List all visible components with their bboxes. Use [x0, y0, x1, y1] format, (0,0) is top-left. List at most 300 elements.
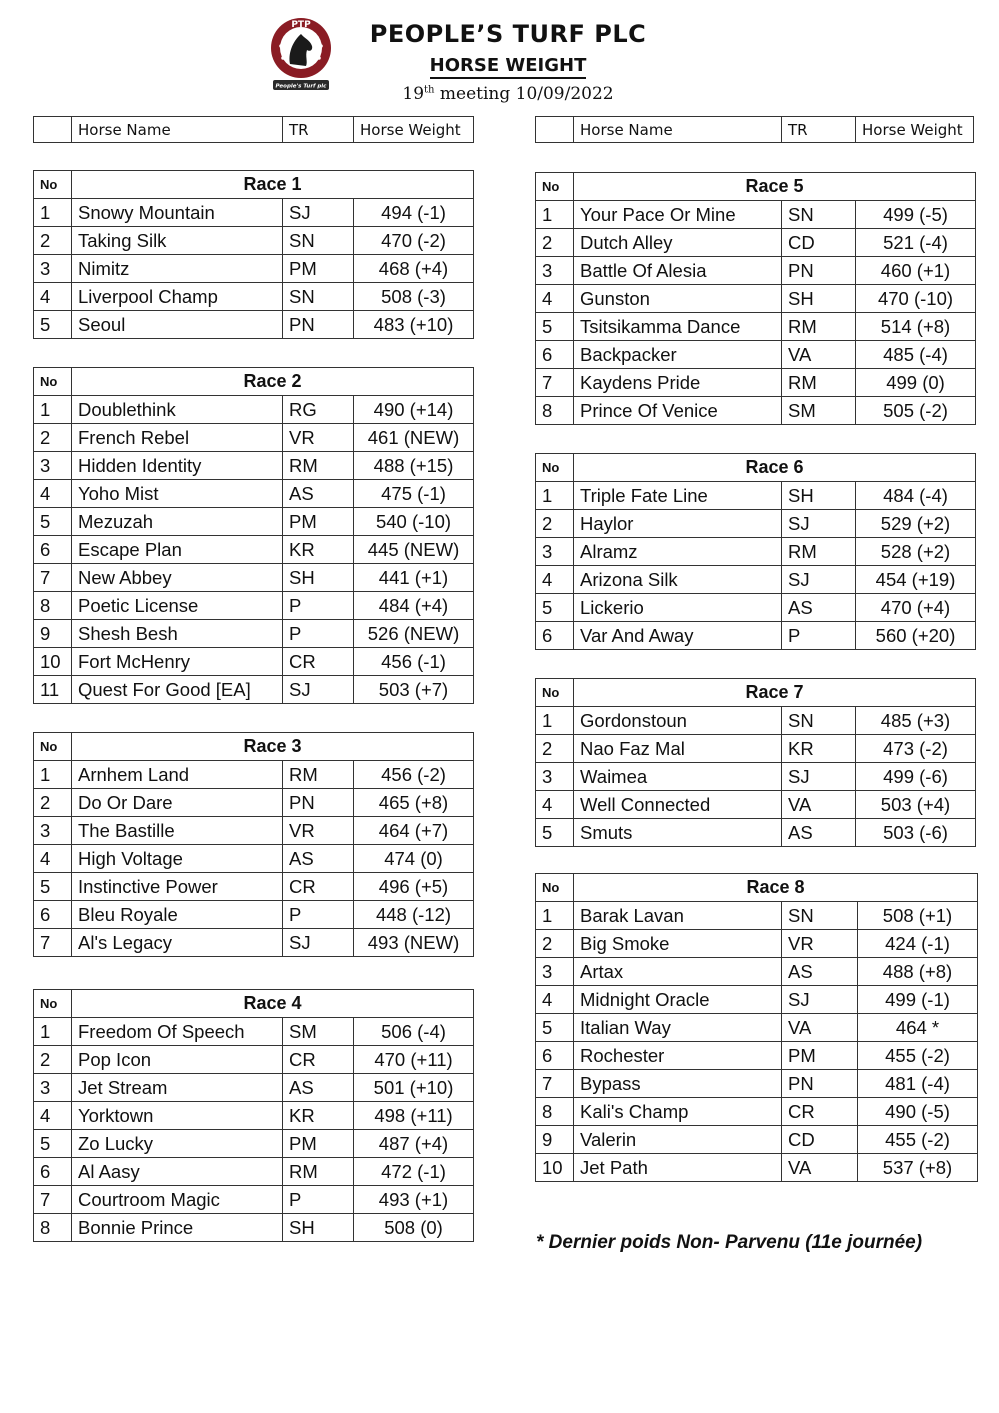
horse-name: Gordonstoun: [574, 707, 782, 735]
runner-number: 9: [536, 1126, 574, 1154]
trainer-code: VR: [782, 930, 858, 958]
horse-weight: 481 (-4): [858, 1070, 978, 1098]
runner-number: 3: [34, 817, 72, 845]
trainer-code: AS: [782, 958, 858, 986]
trainer-code: RM: [782, 538, 856, 566]
trainer-code: VR: [283, 817, 354, 845]
table-row: [536, 482, 976, 510]
trainer-code: AS: [283, 845, 354, 873]
horse-weight: 472 (-1): [354, 1158, 474, 1186]
table-row: [34, 396, 474, 424]
runner-number: 6: [536, 1042, 574, 1070]
table-row: [34, 1074, 474, 1102]
horse-weight: 506 (-4): [354, 1018, 474, 1046]
runner-number: 2: [536, 229, 574, 257]
table-row: [536, 707, 976, 735]
horse-weight: 499 (0): [856, 369, 976, 397]
trainer-code: P: [283, 592, 354, 620]
runner-number: 2: [34, 1046, 72, 1074]
runner-number: 3: [536, 538, 574, 566]
horse-weight: 455 (-2): [858, 1042, 978, 1070]
runner-number: 8: [536, 397, 574, 425]
horse-weight: 470 (+11): [354, 1046, 474, 1074]
logo-text-bottom: People's Turf plc: [275, 83, 327, 90]
trainer-code: SN: [283, 283, 354, 311]
race-title: Race 1: [72, 171, 474, 199]
horse-name: Hidden Identity: [72, 452, 283, 480]
race-table-5: [535, 172, 976, 425]
table-row: [536, 538, 976, 566]
table-row: [34, 508, 474, 536]
table-row: [34, 592, 474, 620]
runner-number: 3: [536, 763, 574, 791]
trainer-code: AS: [283, 480, 354, 508]
runner-number: 7: [536, 1070, 574, 1098]
trainer-code: VA: [782, 1154, 858, 1182]
runner-number: 8: [34, 592, 72, 620]
column-header-left: [33, 116, 474, 143]
table-row: [34, 789, 474, 817]
meeting-suffix: th: [424, 84, 435, 96]
horse-name: Al Aasy: [72, 1158, 283, 1186]
horse-weight: 508 (-3): [354, 283, 474, 311]
horse-name: Quest For Good [EA]: [72, 676, 283, 704]
runner-number: 6: [34, 1158, 72, 1186]
horse-name: Arizona Silk: [574, 566, 782, 594]
trainer-code: PM: [283, 255, 354, 283]
trainer-code: RM: [283, 761, 354, 789]
horse-name: Jet Stream: [72, 1074, 283, 1102]
runner-number: 5: [34, 1130, 72, 1158]
horse-weight: 505 (-2): [856, 397, 976, 425]
race-title: Race 6: [574, 454, 976, 482]
horse-weight: 540 (-10): [354, 508, 474, 536]
horse-name: High Voltage: [72, 845, 283, 873]
horse-name: Fort McHenry: [72, 648, 283, 676]
trainer-code: PN: [782, 1070, 858, 1098]
table-row: [536, 819, 976, 847]
horse-name: Midnight Oracle: [574, 986, 782, 1014]
trainer-code: CD: [782, 1126, 858, 1154]
trainer-code: P: [283, 901, 354, 929]
horse-weight: 490 (-5): [858, 1098, 978, 1126]
race-title: Race 4: [72, 990, 474, 1018]
table-row: [536, 735, 976, 763]
race-table-6: [535, 453, 976, 650]
logo-text-est: EST. 2023: [293, 30, 309, 34]
table-row: [536, 369, 976, 397]
horse-weight: 456 (-1): [354, 648, 474, 676]
logo-text-top: PTP: [291, 20, 311, 30]
horse-name: Zo Lucky: [72, 1130, 283, 1158]
table-row: [34, 1130, 474, 1158]
runner-number: 2: [536, 510, 574, 538]
horse-name: Tsitsikamma Dance: [574, 313, 782, 341]
race-title: Race 3: [72, 733, 474, 761]
horse-weight: 468 (+4): [354, 255, 474, 283]
horse-weight: 441 (+1): [354, 564, 474, 592]
table-row: [34, 761, 474, 789]
horse-weight: 485 (-4): [856, 341, 976, 369]
table-row: [536, 1098, 978, 1126]
runner-number: 5: [34, 873, 72, 901]
col-horse-weight: Horse Weight: [856, 117, 974, 143]
trainer-code: RM: [782, 313, 856, 341]
doc-title: HORSE WEIGHT: [430, 55, 587, 79]
horse-name: Haylor: [574, 510, 782, 538]
table-row: [536, 1070, 978, 1098]
horse-name: Backpacker: [574, 341, 782, 369]
horse-weight: 526 (NEW): [354, 620, 474, 648]
trainer-code: SN: [782, 707, 856, 735]
runner-number: 4: [34, 283, 72, 311]
col-blank: [34, 117, 72, 143]
horse-weight: 484 (-4): [856, 482, 976, 510]
table-row: [34, 1158, 474, 1186]
col-blank: [536, 117, 574, 143]
trainer-code: PM: [782, 1042, 858, 1070]
race-no-header: No: [34, 171, 72, 199]
trainer-code: KR: [283, 1102, 354, 1130]
horse-weight: 464 (+7): [354, 817, 474, 845]
horse-name: Arnhem Land: [72, 761, 283, 789]
horse-weight: 529 (+2): [856, 510, 976, 538]
runner-number: 3: [34, 452, 72, 480]
horse-name: Battle Of Alesia: [574, 257, 782, 285]
trainer-code: SJ: [782, 986, 858, 1014]
race-title: Race 7: [574, 679, 976, 707]
runner-number: 11: [34, 676, 72, 704]
runner-number: 5: [34, 508, 72, 536]
horse-name: Liverpool Champ: [72, 283, 283, 311]
runner-number: 1: [536, 201, 574, 229]
meeting-line: [350, 84, 666, 104]
runner-number: 6: [536, 341, 574, 369]
table-row: [536, 902, 978, 930]
trainer-code: PM: [283, 508, 354, 536]
horse-name: Snowy Mountain: [72, 199, 283, 227]
trainer-code: SM: [782, 397, 856, 425]
horse-weight: 488 (+15): [354, 452, 474, 480]
horse-weight: 501 (+10): [354, 1074, 474, 1102]
horse-name: Pop Icon: [72, 1046, 283, 1074]
horse-name: Valerin: [574, 1126, 782, 1154]
horse-weight: 508 (+1): [858, 902, 978, 930]
horse-name: Jet Path: [574, 1154, 782, 1182]
trainer-code: P: [283, 620, 354, 648]
horse-weight: 496 (+5): [354, 873, 474, 901]
horse-weight: 485 (+3): [856, 707, 976, 735]
horse-weight: 470 (-2): [354, 227, 474, 255]
runner-number: 1: [34, 396, 72, 424]
horse-weight: 508 (0): [354, 1214, 474, 1242]
runner-number: 4: [536, 791, 574, 819]
race-no-header: No: [34, 990, 72, 1018]
horse-name: Al's Legacy: [72, 929, 283, 957]
race-table-1: [33, 170, 474, 339]
table-row: [536, 958, 978, 986]
runner-number: 3: [536, 958, 574, 986]
trainer-code: P: [782, 622, 856, 650]
company-title: PEOPLE’S TURF PLC: [369, 20, 647, 48]
horse-name: Freedom Of Speech: [72, 1018, 283, 1046]
horse-weight: 488 (+8): [858, 958, 978, 986]
runner-number: 2: [34, 789, 72, 817]
horse-name: Nao Faz Mal: [574, 735, 782, 763]
table-row: [536, 285, 976, 313]
column-header-right: [535, 116, 974, 143]
horse-weight: 499 (-1): [858, 986, 978, 1014]
table-row: [536, 622, 976, 650]
race-table-3: [33, 732, 474, 957]
horse-weight: 470 (-10): [856, 285, 976, 313]
table-row: [536, 229, 976, 257]
horse-name: Dutch Alley: [574, 229, 782, 257]
trainer-code: SN: [782, 902, 858, 930]
table-row: [536, 763, 976, 791]
runner-number: 1: [536, 902, 574, 930]
runner-number: 4: [536, 986, 574, 1014]
trainer-code: CR: [283, 648, 354, 676]
horse-weight: 503 (+7): [354, 676, 474, 704]
horse-name: The Bastille: [72, 817, 283, 845]
horse-weight: 445 (NEW): [354, 536, 474, 564]
race-title: Race 2: [72, 368, 474, 396]
runner-number: 4: [34, 1102, 72, 1130]
horse-name: Doublethink: [72, 396, 283, 424]
table-row: [536, 594, 976, 622]
trainer-code: VA: [782, 791, 856, 819]
horse-weight: 456 (-2): [354, 761, 474, 789]
runner-number: 7: [34, 1186, 72, 1214]
trainer-code: RM: [283, 452, 354, 480]
trainer-code: KR: [782, 735, 856, 763]
ptp-logo: [268, 16, 334, 94]
race-no-header: No: [536, 173, 574, 201]
runner-number: 2: [34, 227, 72, 255]
horse-weight: 503 (+4): [856, 791, 976, 819]
table-row: [536, 986, 978, 1014]
table-row: [34, 536, 474, 564]
runner-number: 7: [536, 369, 574, 397]
table-row: [34, 1214, 474, 1242]
runner-number: 4: [34, 845, 72, 873]
runner-number: 1: [34, 199, 72, 227]
horse-name: Do Or Dare: [72, 789, 283, 817]
table-row: [34, 901, 474, 929]
trainer-code: RG: [283, 396, 354, 424]
horse-weight: 521 (-4): [856, 229, 976, 257]
trainer-code: PN: [283, 311, 354, 339]
horse-weight: 493 (NEW): [354, 929, 474, 957]
horse-weight: 460 (+1): [856, 257, 976, 285]
trainer-code: AS: [782, 819, 856, 847]
table-row: [34, 648, 474, 676]
trainer-code: SH: [283, 564, 354, 592]
table-row: [34, 452, 474, 480]
trainer-code: PN: [782, 257, 856, 285]
runner-number: 8: [536, 1098, 574, 1126]
trainer-code: RM: [782, 369, 856, 397]
horse-name: Your Pace Or Mine: [574, 201, 782, 229]
runner-number: 4: [34, 480, 72, 508]
footnote: * Dernier poids Non- Parvenu (11e journée): [536, 1232, 923, 1253]
table-row: [536, 1014, 978, 1042]
horse-weight: 473 (-2): [856, 735, 976, 763]
trainer-code: RM: [283, 1158, 354, 1186]
table-row: [34, 311, 474, 339]
trainer-code: CD: [782, 229, 856, 257]
table-row: [536, 791, 976, 819]
table-row: [34, 255, 474, 283]
trainer-code: AS: [283, 1074, 354, 1102]
horse-weight: 560 (+20): [856, 622, 976, 650]
runner-number: 3: [34, 255, 72, 283]
horse-name: Well Connected: [574, 791, 782, 819]
horse-name: Bypass: [574, 1070, 782, 1098]
table-row: [536, 930, 978, 958]
table-row: [34, 676, 474, 704]
runner-number: 2: [34, 424, 72, 452]
horse-name: Kaydens Pride: [574, 369, 782, 397]
table-row: [34, 1018, 474, 1046]
table-row: [34, 817, 474, 845]
table-row: [34, 1186, 474, 1214]
race-table-4: [33, 989, 474, 1242]
table-row: [536, 201, 976, 229]
horse-weight: 499 (-6): [856, 763, 976, 791]
horse-weight: 424 (-1): [858, 930, 978, 958]
trainer-code: P: [283, 1186, 354, 1214]
col-tr: TR: [782, 117, 856, 143]
trainer-code: SH: [283, 1214, 354, 1242]
horse-name: Poetic License: [72, 592, 283, 620]
table-row: [34, 283, 474, 311]
runner-number: 7: [34, 564, 72, 592]
race-title: Race 5: [574, 173, 976, 201]
horse-name: Alramz: [574, 538, 782, 566]
runner-number: 1: [536, 482, 574, 510]
trainer-code: CR: [283, 1046, 354, 1074]
runner-number: 6: [34, 536, 72, 564]
horse-weight: 474 (0): [354, 845, 474, 873]
table-row: [536, 397, 976, 425]
trainer-code: SJ: [782, 566, 856, 594]
horse-name: Var And Away: [574, 622, 782, 650]
trainer-code: CR: [782, 1098, 858, 1126]
table-row: [34, 424, 474, 452]
table-row: [536, 1126, 978, 1154]
race-no-header: No: [536, 454, 574, 482]
table-row: [34, 1102, 474, 1130]
race-table-7: [535, 678, 976, 847]
trainer-code: AS: [782, 594, 856, 622]
horse-name: Instinctive Power: [72, 873, 283, 901]
horse-weight: 490 (+14): [354, 396, 474, 424]
runner-number: 4: [536, 566, 574, 594]
horse-weight: 483 (+10): [354, 311, 474, 339]
horse-weight: 487 (+4): [354, 1130, 474, 1158]
horse-name: Shesh Besh: [72, 620, 283, 648]
runner-number: 2: [536, 735, 574, 763]
horse-name: Kali's Champ: [574, 1098, 782, 1126]
trainer-code: SJ: [283, 199, 354, 227]
table-row: [34, 564, 474, 592]
table-row: [34, 845, 474, 873]
runner-number: 1: [34, 1018, 72, 1046]
table-row: [536, 341, 976, 369]
runner-number: 6: [34, 901, 72, 929]
horse-weight: 528 (+2): [856, 538, 976, 566]
runner-number: 5: [536, 313, 574, 341]
race-table-2: [33, 367, 474, 704]
trainer-code: PM: [283, 1130, 354, 1158]
horse-weight: 494 (-1): [354, 199, 474, 227]
col-horse-name: Horse Name: [574, 117, 782, 143]
race-table-8: [535, 873, 978, 1182]
horse-weight: 455 (-2): [858, 1126, 978, 1154]
runner-number: 5: [536, 594, 574, 622]
trainer-code: SH: [782, 482, 856, 510]
horse-name: Triple Fate Line: [574, 482, 782, 510]
table-row: [536, 1042, 978, 1070]
horse-weight: 465 (+8): [354, 789, 474, 817]
table-row: [34, 929, 474, 957]
horse-weight: 514 (+8): [856, 313, 976, 341]
horse-name: Smuts: [574, 819, 782, 847]
meeting-date: meeting 10/09/2022: [434, 84, 614, 104]
horse-weight: 498 (+11): [354, 1102, 474, 1130]
table-row: [536, 1154, 978, 1182]
runner-number: 5: [34, 311, 72, 339]
horse-name: Rochester: [574, 1042, 782, 1070]
table-row: [34, 1046, 474, 1074]
runner-number: 7: [34, 929, 72, 957]
table-row: [34, 480, 474, 508]
runner-number: 4: [536, 285, 574, 313]
horse-weight: 484 (+4): [354, 592, 474, 620]
horse-name: Lickerio: [574, 594, 782, 622]
runner-number: 3: [34, 1074, 72, 1102]
trainer-code: SJ: [283, 929, 354, 957]
runner-number: 1: [34, 761, 72, 789]
runner-number: 1: [536, 707, 574, 735]
horse-weight: 499 (-5): [856, 201, 976, 229]
table-row: [34, 227, 474, 255]
horse-weight: 493 (+1): [354, 1186, 474, 1214]
race-no-header: No: [536, 874, 574, 902]
horse-name: Taking Silk: [72, 227, 283, 255]
horse-name: Prince Of Venice: [574, 397, 782, 425]
horse-weight: 475 (-1): [354, 480, 474, 508]
trainer-code: SJ: [782, 510, 856, 538]
runner-number: 5: [536, 819, 574, 847]
trainer-code: SJ: [283, 676, 354, 704]
horse-name: Nimitz: [72, 255, 283, 283]
horse-name: Barak Lavan: [574, 902, 782, 930]
runner-number: 6: [536, 622, 574, 650]
horse-name: Italian Way: [574, 1014, 782, 1042]
horse-weight: 464 *: [858, 1014, 978, 1042]
horse-name: Bleu Royale: [72, 901, 283, 929]
horse-name: Gunston: [574, 285, 782, 313]
runner-number: 10: [34, 648, 72, 676]
table-row: [34, 873, 474, 901]
meeting-number: 19: [402, 84, 425, 104]
horse-name: Escape Plan: [72, 536, 283, 564]
runner-number: 10: [536, 1154, 574, 1182]
runner-number: 5: [536, 1014, 574, 1042]
